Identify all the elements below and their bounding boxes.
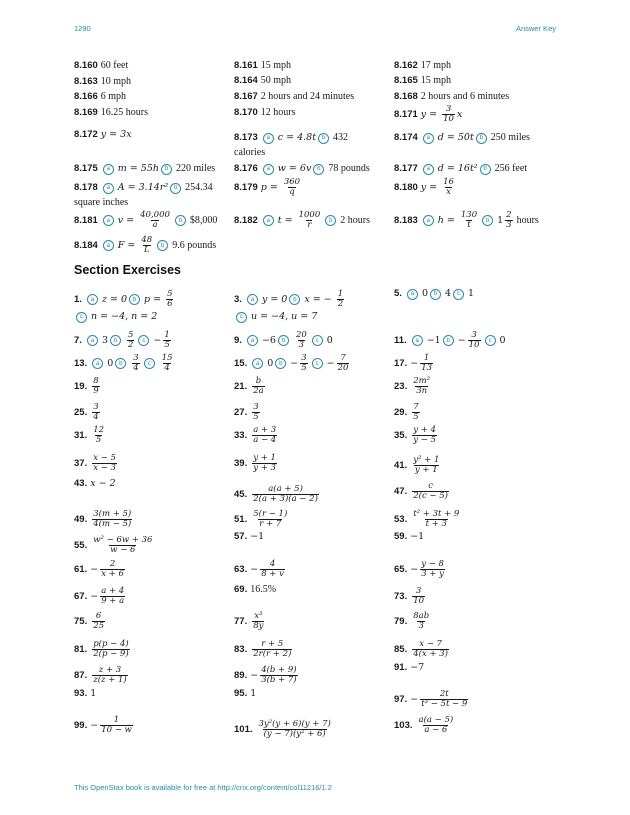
- fraction: $\frac{a(a - 5)}{a - 6}$: [418, 715, 454, 735]
- fraction: $\frac{y + 1}{y + 3}$: [253, 453, 276, 473]
- answer-8-172: 8.172 y = 3x: [74, 129, 132, 140]
- exercise-53: 53. $\frac{\text{t² + 3t + 9}}{t + 3}$: [394, 509, 460, 529]
- answer-8-162: 8.162 17 mph: [394, 60, 452, 71]
- part-c-marker: c: [453, 289, 464, 300]
- exercise-27: 27. $\frac{3}{5}$: [234, 402, 259, 422]
- fraction: $\frac{2}{x + 6}$: [101, 559, 124, 579]
- fraction: $\frac{4}{8 + v}$: [261, 559, 284, 579]
- fraction: $\frac{\text{t² + 3t + 9}}{t + 3}$: [413, 509, 460, 529]
- part-a-marker: a: [103, 240, 114, 251]
- part-b-marker: b: [430, 289, 441, 300]
- fraction: $\frac{y - 8}{3 + y}$: [421, 559, 444, 579]
- exercise-103: 103. $\frac{a(a - 5)}{a - 6}$: [394, 715, 454, 735]
- part-a-marker: a: [423, 133, 434, 144]
- part-b-marker: b: [325, 215, 336, 226]
- part-a-marker: a: [87, 335, 98, 346]
- fraction: $\frac{4(b + 9)}{3(b + 7)}$: [261, 665, 297, 685]
- fraction: $\frac{3}{5}$: [253, 402, 259, 422]
- exercise-39: 39. $\frac{y + 1}{y + 3}$: [234, 453, 276, 473]
- exercise-33: 33. $\frac{a + 3}{a - 4}$: [234, 425, 277, 445]
- exercise-49: 49. $\frac{3(m + 5)}{4(m - 5)}$: [74, 509, 132, 529]
- part-a-marker: a: [252, 358, 263, 369]
- part-c-marker: c: [485, 335, 496, 346]
- answer-8-160: 8.160 60 feet: [74, 60, 129, 71]
- exercise-77: 77. $\frac{\text{x³}}{8y}$: [234, 611, 264, 631]
- part-b-marker: b: [161, 164, 172, 175]
- part-a-marker: a: [423, 215, 434, 226]
- fraction: $\frac{6}{25}$: [93, 611, 105, 631]
- answer-8-164: 8.164 50 mph: [234, 75, 292, 86]
- exercise-11: 11. a −1 b − $\frac{3}{10}$ c 0: [394, 330, 506, 350]
- part-a-marker: a: [247, 294, 258, 305]
- fraction: $\frac{p(p - 4)}{2(p - 9)}$: [93, 639, 129, 659]
- part-a-marker: a: [263, 133, 274, 144]
- exercise-7: 7. a 3 b $\frac{5}{2}$ c − $\frac{1}{5}$: [74, 330, 170, 350]
- exercise-17: 17. − $\frac{1}{13}$: [394, 353, 433, 373]
- part-c-marker: c: [138, 335, 149, 346]
- fraction: $\frac{16}{x}$: [443, 177, 454, 197]
- part-b-marker: b: [443, 335, 454, 346]
- answer-8-174: 8.174 a d = 50t b 250 miles: [394, 132, 530, 143]
- exercise-15: 15. a 0 b − $\frac{3}{5}$ c − $\frac{7}{20}$: [234, 353, 349, 373]
- part-a-marker: a: [92, 358, 103, 369]
- exercise-69: 69. 16.5%: [234, 584, 277, 595]
- answer-8-182: 8.182 a t = $\frac{1000}{r}$ b 2 hours: [234, 210, 370, 230]
- fraction: $\frac{5}{6}$: [167, 289, 173, 309]
- answer-8-163: 8.163 10 mph: [74, 76, 132, 87]
- exercise-93: 93. 1: [74, 688, 97, 699]
- part-b-marker: b: [482, 215, 493, 226]
- running-header: Answer Key: [515, 24, 556, 33]
- part-b-marker: b: [275, 358, 286, 369]
- part-b-marker: b: [129, 294, 140, 305]
- fraction: $\frac{2t}{\text{t³ − 5t − 9}}$: [421, 689, 468, 709]
- fraction: $\frac{5(r - 1)}{r + 7}$: [253, 509, 288, 529]
- fraction: $\frac{c}{2(c - 5)}$: [413, 481, 448, 501]
- exercise-9: 9. a −6 b $\frac{20}{3}$ c 0: [234, 330, 333, 350]
- fraction: $\frac{7}{5}$: [413, 402, 419, 422]
- fraction: $\frac{1}{10 - w}$: [101, 715, 132, 735]
- fraction: $\frac{3}{10}$: [443, 104, 454, 124]
- answer-8-176: 8.176 a w = 6v b 78 pounds: [234, 163, 370, 174]
- fraction: $\frac{1}{2}$: [337, 289, 344, 309]
- footer-note: This OpenStax book is available for free at http://cnx.org/content/col11216/1.2: [74, 783, 332, 792]
- exercise-5: 5. a 0 b 4 c 1: [394, 288, 475, 299]
- fraction: $\frac{12}{5}$: [93, 425, 105, 445]
- part-c-marker: c: [312, 335, 323, 346]
- exercise-51: 51. $\frac{5(r - 1)}{r + 7}$: [234, 509, 288, 529]
- part-a-marker: a: [103, 164, 114, 175]
- exercise-95: 95. 1: [234, 688, 257, 699]
- exercise-3-part-c: c u = −4, u = 7: [234, 311, 317, 323]
- fraction: $\frac{48}{L}$: [141, 235, 153, 255]
- exercise-87: 87. $\frac{z + 3}{z(z + 1)}$: [74, 665, 127, 685]
- answer-8-167: 8.167 2 hours and 24 minutes: [234, 91, 355, 102]
- exercise-29: 29. $\frac{7}{5}$: [394, 402, 419, 422]
- exercise-67: 67. − $\frac{a + 4}{9 + a}$: [74, 586, 125, 606]
- exercise-61: 61. − $\frac{2}{x + 6}$: [74, 559, 124, 579]
- fraction: $\frac{2}{3}$: [506, 210, 512, 230]
- fraction: $\frac{y + 4}{y - 5}$: [413, 425, 436, 445]
- fraction: $\frac{1000}{r}$: [298, 210, 321, 230]
- exercise-91: 91. −7: [394, 662, 425, 673]
- answer-8-171: 8.171 y = $\frac{3}{10}$ x: [394, 104, 463, 124]
- exercise-21: 21. $\frac{b}{2a}$: [234, 376, 264, 396]
- answer-8-169: 8.169 16.25 hours: [74, 107, 149, 118]
- exercise-3: 3. a y = 0 b x = − $\frac{1}{2}$: [234, 289, 344, 309]
- exercise-101: 101. $\frac{\text{3y²(y + 6)(y + 7)}}{\text{(y − 7)(y² + 6)}}$: [234, 719, 331, 739]
- fraction: $\frac{a(a + 5)}{2(a + 3)(a - 2)}$: [253, 484, 318, 504]
- part-c-marker: c: [76, 312, 87, 323]
- fraction: $\frac{\text{3y²(y + 6)(y + 7)}}{\text{(y − 7)(y² + 6)}}$: [258, 719, 331, 739]
- fraction: $\frac{\text{2m²}}{3n}$: [413, 376, 431, 396]
- exercise-79: 79. $\frac{8ab}{3}$: [394, 611, 430, 631]
- exercise-55: 55. $\frac{\text{w² − 6w + 36}}{w - 6}$: [74, 535, 153, 555]
- answer-8-177: 8.177 a d = 16t² b 256 feet: [394, 163, 528, 174]
- part-a-marker: a: [263, 164, 274, 175]
- part-b-marker: b: [278, 335, 289, 346]
- exercise-63: 63. − $\frac{4}{8 + v}$: [234, 559, 284, 579]
- answer-8-181: 8.181 a v = $\frac{40,000}{a}$ b $8,000: [74, 210, 218, 230]
- fraction: $\frac{15}{4}$: [161, 353, 173, 373]
- fraction: $\frac{r + 5}{2r(r + 2)}$: [253, 639, 292, 659]
- exercise-43: 43. x − 2: [74, 478, 116, 489]
- exercise-75: 75. $\frac{6}{25}$: [74, 611, 105, 631]
- part-b-marker: b: [115, 358, 126, 369]
- fraction: $\frac{3}{5}$: [301, 353, 307, 373]
- fraction: $\frac{8}{9}$: [93, 376, 99, 396]
- fraction: $\frac{20}{3}$: [295, 330, 307, 350]
- fraction: $\frac{a + 4}{9 + a}$: [101, 586, 125, 606]
- part-a-marker: a: [407, 289, 418, 300]
- exercise-31: 31. $\frac{12}{5}$: [74, 425, 105, 445]
- part-b-marker: b: [318, 133, 329, 144]
- part-a-marker: a: [247, 335, 258, 346]
- fraction: $\frac{1}{5}$: [164, 330, 170, 350]
- part-a-marker: a: [423, 164, 434, 175]
- exercise-37: 37. $\frac{x - 5}{x - 3}$: [74, 453, 116, 473]
- part-a-marker: a: [103, 183, 114, 194]
- fraction: $\frac{360}{q}$: [283, 177, 301, 197]
- answer-8-180: 8.180 y = $\frac{16}{x}$: [394, 177, 454, 197]
- part-b-marker: b: [476, 133, 487, 144]
- part-a-marker: a: [412, 335, 423, 346]
- fraction: $\frac{3(m + 5)}{4(m - 5)}$: [93, 509, 132, 529]
- answer-8-173-continued: calories: [234, 147, 266, 158]
- fraction: $\frac{5}{2}$: [127, 330, 134, 350]
- fraction: $\frac{40,000}{a}$: [140, 210, 170, 230]
- fraction: $\frac{3}{4}$: [93, 402, 99, 422]
- answer-8-178-continued: square inches: [74, 197, 129, 208]
- exercise-57: 57. −1: [234, 531, 265, 542]
- fraction: $\frac{8ab}{3}$: [413, 611, 430, 631]
- part-b-marker: b: [157, 240, 168, 251]
- exercise-85: 85. $\frac{x - 7}{4(x + 3)}$: [394, 639, 448, 659]
- fraction: $\frac{130}{t}$: [460, 210, 478, 230]
- part-a-marker: a: [263, 215, 274, 226]
- fraction: $\frac{b}{2a}$: [253, 376, 264, 396]
- fraction: $\frac{x - 7}{4(x + 3)}$: [413, 639, 448, 659]
- exercise-19: 19. $\frac{8}{9}$: [74, 376, 99, 396]
- fraction: $\frac{\text{w² − 6w + 36}}{w - 6}$: [93, 535, 153, 555]
- part-c-marker: c: [236, 312, 247, 323]
- fraction: $\frac{x - 5}{x - 3}$: [93, 453, 116, 473]
- exercise-97: 97. − $\frac{2t}{\text{t³ − 5t − 9}}$: [394, 689, 468, 709]
- exercise-25: 25. $\frac{3}{4}$: [74, 402, 99, 422]
- fraction: $\frac{7}{20}$: [337, 353, 349, 373]
- answer-8-183: 8.183 a h = $\frac{130}{t}$ b 1 $\frac{2}{3}$ hours: [394, 210, 539, 230]
- section-title: Section Exercises: [74, 263, 182, 277]
- fraction: $\frac{\text{y² + 1}}{y + 1}$: [413, 455, 440, 475]
- fraction: $\frac{3}{10}$: [413, 586, 425, 606]
- exercise-23: 23. $\frac{\text{2m²}}{3n}$: [394, 376, 431, 396]
- answer-8-168: 8.168 2 hours and 6 minutes: [394, 91, 510, 102]
- exercise-65: 65. − $\frac{y - 8}{3 + y}$: [394, 559, 444, 579]
- exercise-83: 83. $\frac{r + 5}{2r(r + 2)}$: [234, 639, 292, 659]
- fraction: $\frac{z + 3}{z(z + 1)}$: [93, 665, 127, 685]
- answer-8-165: 8.165 15 mph: [394, 75, 452, 86]
- fraction: $\frac{a + 3}{a - 4}$: [253, 425, 277, 445]
- part-c-marker: c: [312, 358, 323, 369]
- part-b-marker: b: [313, 164, 324, 175]
- fraction: $\frac{\text{x³}}{8y}$: [253, 611, 264, 631]
- exercise-81: 81. $\frac{p(p - 4)}{2(p - 9)}$: [74, 639, 129, 659]
- exercise-1-part-c: c n = −4, n = 2: [74, 311, 157, 323]
- answer-8-179: 8.179 p = $\frac{360}{q}$: [234, 177, 301, 197]
- part-a-marker: a: [103, 215, 114, 226]
- part-b-marker: b: [175, 215, 186, 226]
- answer-8-173: 8.173 a c = 4.8t b 432: [234, 132, 349, 143]
- answer-8-161: 8.161 15 mph: [234, 60, 292, 71]
- fraction: $\frac{3}{4}$: [133, 353, 139, 373]
- part-b-marker: b: [110, 335, 121, 346]
- exercise-45: 45. $\frac{a(a + 5)}{2(a + 3)(a - 2)}$: [234, 484, 318, 504]
- part-b-marker: b: [289, 294, 300, 305]
- exercise-99: 99. − $\frac{1}{10 - w}$: [74, 715, 132, 735]
- part-a-marker: a: [87, 294, 98, 305]
- answer-8-170: 8.170 12 hours: [234, 107, 296, 118]
- part-b-marker: b: [480, 164, 491, 175]
- exercise-47: 47. $\frac{c}{2(c - 5)}$: [394, 481, 448, 501]
- answer-8-175: 8.175 a m = 55h b 220 miles: [74, 163, 216, 174]
- fraction: $\frac{1}{13}$: [421, 353, 433, 373]
- exercise-1: 1. a z = 0 b p = $\frac{5}{6}$: [74, 289, 173, 309]
- exercise-35: 35. $\frac{y + 4}{y - 5}$: [394, 425, 436, 445]
- page-number: 1290: [74, 24, 91, 33]
- exercise-89: 89. − $\frac{4(b + 9)}{3(b + 7)}$: [234, 665, 297, 685]
- answer-8-166: 8.166 6 mph: [74, 91, 127, 102]
- part-b-marker: b: [170, 183, 181, 194]
- exercise-59: 59. −1: [394, 531, 425, 542]
- fraction: $\frac{3}{10}$: [468, 330, 480, 350]
- part-c-marker: c: [144, 358, 155, 369]
- exercise-73: 73. $\frac{3}{10}$: [394, 586, 425, 606]
- answer-8-184: 8.184 a F = $\frac{48}{L}$ b 9.6 pounds: [74, 235, 217, 255]
- exercise-41: 41. $\frac{\text{y² + 1}}{y + 1}$: [394, 455, 440, 475]
- answer-8-178: 8.178 a A = 3.14r² b 254.34: [74, 182, 213, 193]
- exercise-13: 13. a 0 b $\frac{3}{4}$ c $\frac{15}{4}$: [74, 353, 173, 373]
